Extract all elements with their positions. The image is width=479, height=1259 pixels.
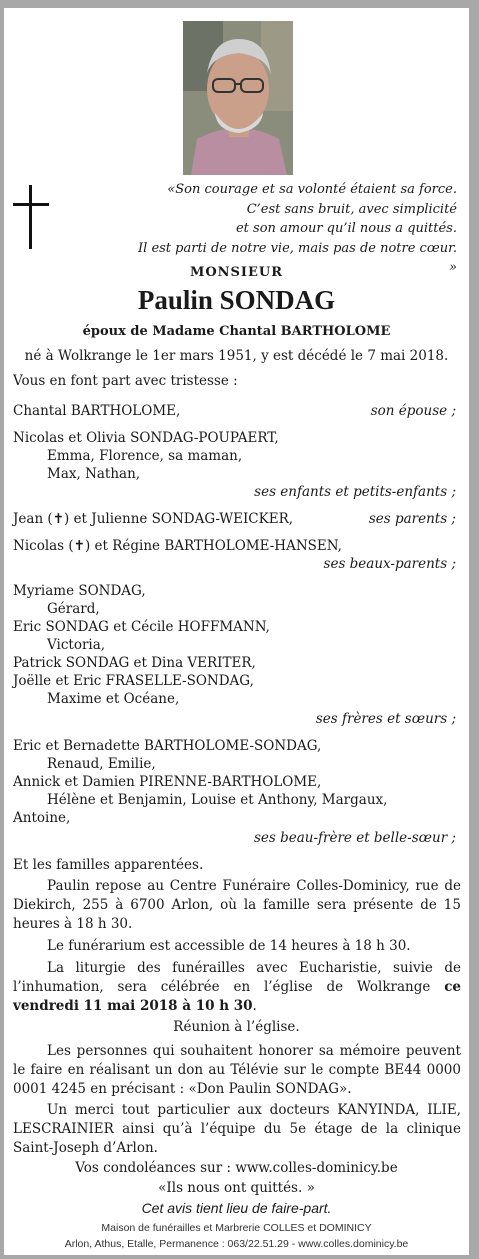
paragraph-text: Un merci tout particulier aux docteurs KANYINDA, ILIE, LESCRAINIER ainsi qu’à l’équipe du 5e étage de la clinique Saint-Joseph d’Arlon.	[13, 1102, 461, 1156]
family-member: Joëlle et Eric FRASELLE-SONDAG,	[13, 673, 254, 689]
paragraph-text: La liturgie des funérailles avec Eucharistie, suivie de l’inhumation, sera célébrée en l’église de Wolkrange	[13, 960, 461, 995]
faire-part-line: Cet avis tient lieu de faire-part.	[141, 1200, 332, 1216]
announcement-intro: Vous en font part avec tristesse :	[13, 373, 238, 389]
family-member: Maxime et Océane,	[47, 691, 180, 707]
family-member: Hélène et Benjamin, Louise et Anthony, Margaux,	[47, 792, 388, 808]
related-families: Et les familles apparentées.	[13, 857, 204, 873]
family-member: Eric SONDAG et Cécile HOFFMANN,	[13, 619, 270, 635]
quote-line: et son amour qu’il nous a quittés.	[235, 221, 457, 236]
condolences-line: Vos condoléances sur : www.colles-dominicy.be	[75, 1160, 398, 1176]
donation-paragraph	[13, 1042, 461, 1099]
footer-company: Maison de funérailles et Marbrerie COLLES et DOMINICY	[101, 1222, 372, 1234]
spouse-line: époux de Madame Chantal BARTHOLOME	[82, 324, 391, 339]
visiting-hours-paragraph	[13, 937, 461, 956]
family-member: Emma, Florence, sa maman,	[47, 448, 243, 464]
family-member: Antoine,	[13, 810, 71, 826]
reunion-line: Réunion à l’église.	[173, 1019, 300, 1035]
family-member: Eric et Bernadette BARTHOLOME-SONDAG,	[13, 738, 322, 754]
family-member: Myriame SONDAG,	[13, 583, 146, 599]
liturgy-paragraph: La liturgie des funérailles avec Eucharistie, suivie de l’inhumation, sera célébrée en l’église de Wolkrange ce vendredi 11 mai 2018 à 10 h 30.	[13, 960, 461, 1014]
family-role: ses frères et sœurs ;	[315, 711, 456, 727]
family-member: Nicolas et Olivia SONDAG-POUPAERT,	[13, 430, 279, 446]
quote-line: Il est parti de notre vie, mais pas de notre cœur. »	[138, 240, 457, 275]
family-role: ses beaux-parents ;	[323, 556, 456, 572]
family-member: Nicolas (✝) et Régine BARTHOLOME-HANSEN,	[13, 538, 342, 554]
deceased-name: Paulin SONDAG	[137, 285, 336, 315]
paragraph-text: Les personnes qui souhaitent honorer sa mémoire peuvent le faire en réalisant un don au Télévie sur le compte BE44 0000 0001 4245 en précisant : «Don Paulin SONDAG».	[13, 1043, 461, 1097]
family-member: Annick et Damien PIRENNE-BARTHOLOME,	[13, 774, 322, 790]
paragraph-text: Paulin repose au Centre Funéraire Colles-Dominicy, rue de Diekirch, 255 à 6700 Arlon, où la famille sera présente de 15 heures à 18 h 30.	[13, 878, 461, 932]
paragraph-text: Le funérarium est accessible de 14 heures à 18 h 30.	[47, 938, 411, 954]
family-role: son épouse ;	[370, 403, 456, 419]
family-member: Chantal BARTHOLOME,	[13, 403, 181, 419]
family-member: Max, Nathan,	[47, 466, 141, 482]
birth-death-line: né à Wolkrange le 1er mars 1951, y est décédé le 7 mai 2018.	[24, 348, 449, 364]
family-member: Victoria,	[47, 637, 106, 653]
family-role: ses beau-frère et belle-sœur ;	[253, 830, 456, 846]
signoff-line: «Ils nous ont quittés. »	[158, 1180, 315, 1196]
liturgy-date: ce vendredi 11 mai 2018 à 10 h 30	[13, 979, 461, 1014]
family-member: Patrick SONDAG et Dina VERITER,	[13, 655, 256, 671]
thanks-paragraph	[13, 1101, 461, 1158]
quote-line: «Son courage et sa volonté étaient sa force.	[167, 182, 457, 197]
family-member: Renaud, Emilie,	[47, 756, 156, 772]
footer-contact: Arlon, Athus, Etalle, Permanence : 063/22.51.29 - www.colles.dominicy.be	[64, 1238, 409, 1250]
family-member: Jean (✝) et Julienne SONDAG-WEICKER,	[13, 511, 294, 527]
obituary-card	[4, 8, 469, 1255]
funeral-home-paragraph	[13, 877, 461, 934]
cross-icon	[13, 185, 49, 249]
honorific: MONSIEUR	[189, 265, 284, 280]
family-member: Gérard,	[47, 601, 100, 617]
family-role: ses enfants et petits-enfants ;	[254, 484, 456, 500]
portrait-photo	[183, 21, 293, 175]
family-role: ses parents ;	[368, 511, 456, 527]
epitaph-quote	[127, 180, 457, 278]
quote-line: C’est sans bruit, avec simplicité	[246, 201, 457, 217]
